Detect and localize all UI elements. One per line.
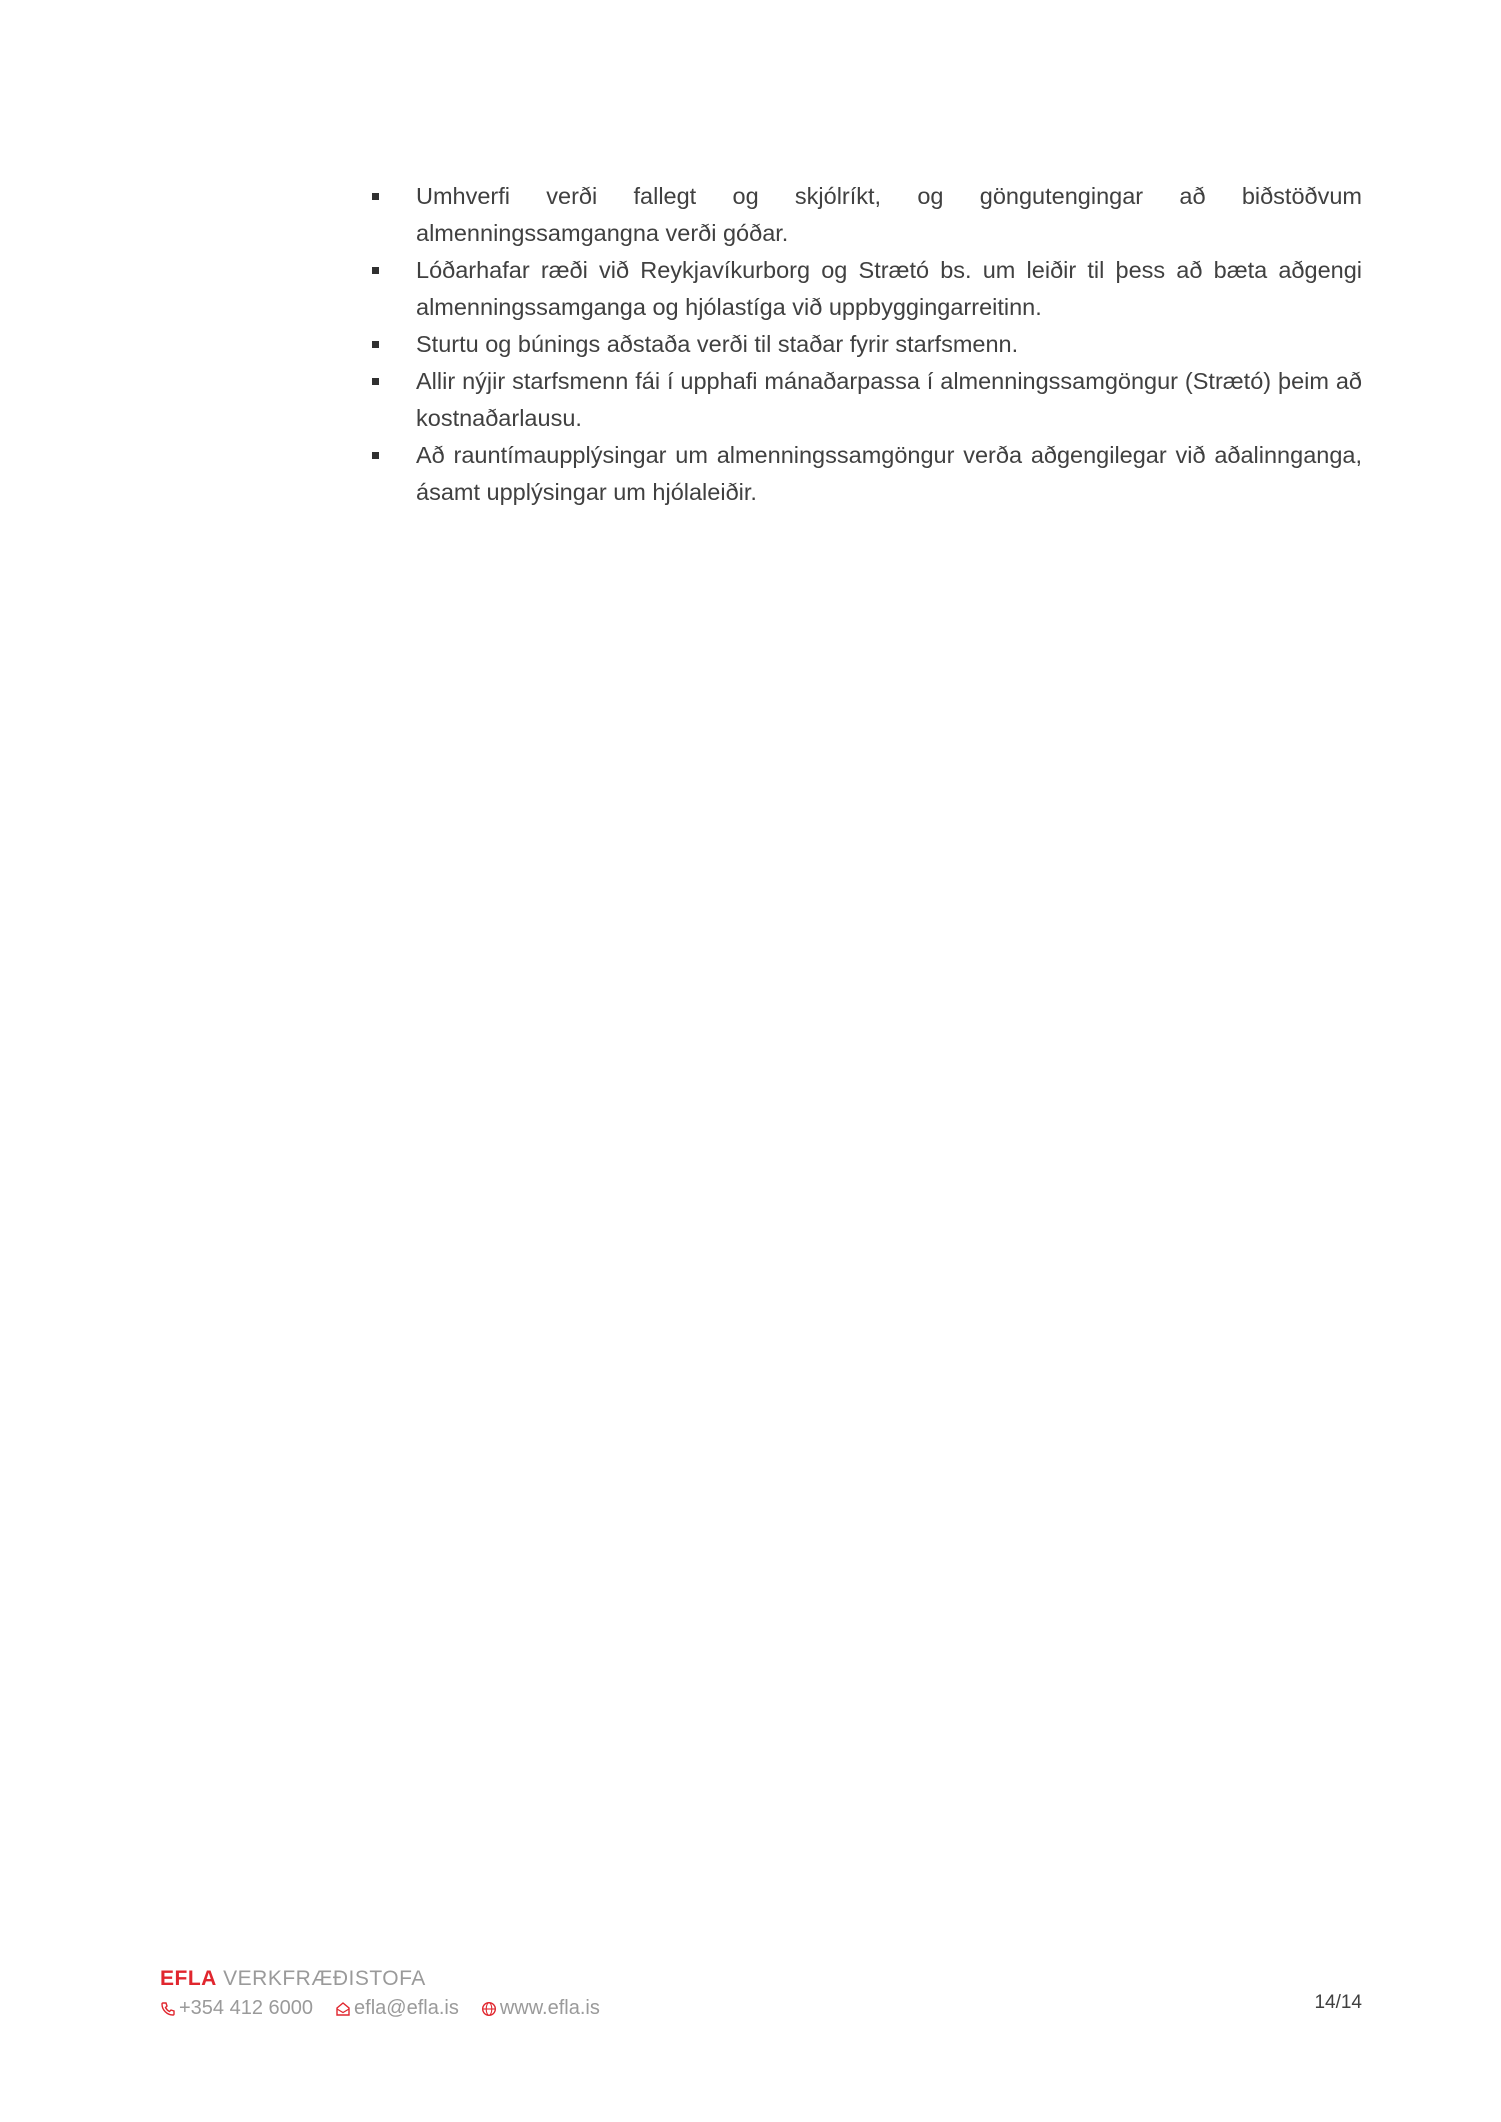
list-item [372, 252, 1362, 326]
brand-subtitle: VERKFRÆÐISTOFA [223, 1967, 426, 1990]
square-bullet-icon [372, 193, 379, 200]
email-icon [335, 2001, 351, 2017]
page-number: 14/14 [1314, 1992, 1362, 2013]
email-contact[interactable] [335, 1997, 459, 2020]
company-logo [160, 1967, 426, 1991]
list-item-text: Lóðarhafar ræði við Reykjavíkurborg og Strætó bs. um leiðir til þess að bæta aðgengi almenningssamganga og hjólastíga við uppbyggingarreitinn. [416, 257, 1362, 320]
list-item-text: Umhverfi verði fallegt og skjólríkt, og göngutengingar að biðstöðvum almenningssamgangna verði góðar. [416, 183, 1362, 246]
list-item-text: Allir nýjir starfsmenn fái í upphafi mánaðarpassa í almenningssamgöngur (Strætó) þeim að kostnaðarlausu. [416, 368, 1362, 431]
page-content [372, 178, 1362, 511]
square-bullet-icon [372, 378, 379, 385]
list-item [372, 437, 1362, 511]
square-bullet-icon [372, 341, 379, 348]
globe-icon [481, 2001, 497, 2017]
brand-name: EFLA [160, 1967, 217, 1990]
bullet-list [372, 178, 1362, 511]
contact-info [160, 1997, 600, 2020]
square-bullet-icon [372, 452, 379, 459]
page-footer [160, 1967, 1362, 2027]
list-item [372, 178, 1362, 252]
email-address: efla@efla.is [354, 1997, 459, 2019]
website-url: www.efla.is [499, 1997, 600, 2019]
phone-contact[interactable] [160, 1997, 313, 2020]
list-item-text: Að rauntímaupplýsingar um almenningssamgöngur verða aðgengilegar við aðalinnganga, ásamt upplýsingar um hjólaleiðir. [416, 442, 1362, 505]
list-item [372, 326, 1362, 363]
phone-number: +354 412 6000 [179, 1997, 314, 2019]
list-item-text: Sturtu og búnings aðstaða verði til staðar fyrir starfsmenn. [416, 331, 1019, 357]
website-contact[interactable] [481, 1997, 600, 2020]
square-bullet-icon [372, 267, 379, 274]
phone-icon [160, 2001, 176, 2017]
list-item [372, 363, 1362, 437]
